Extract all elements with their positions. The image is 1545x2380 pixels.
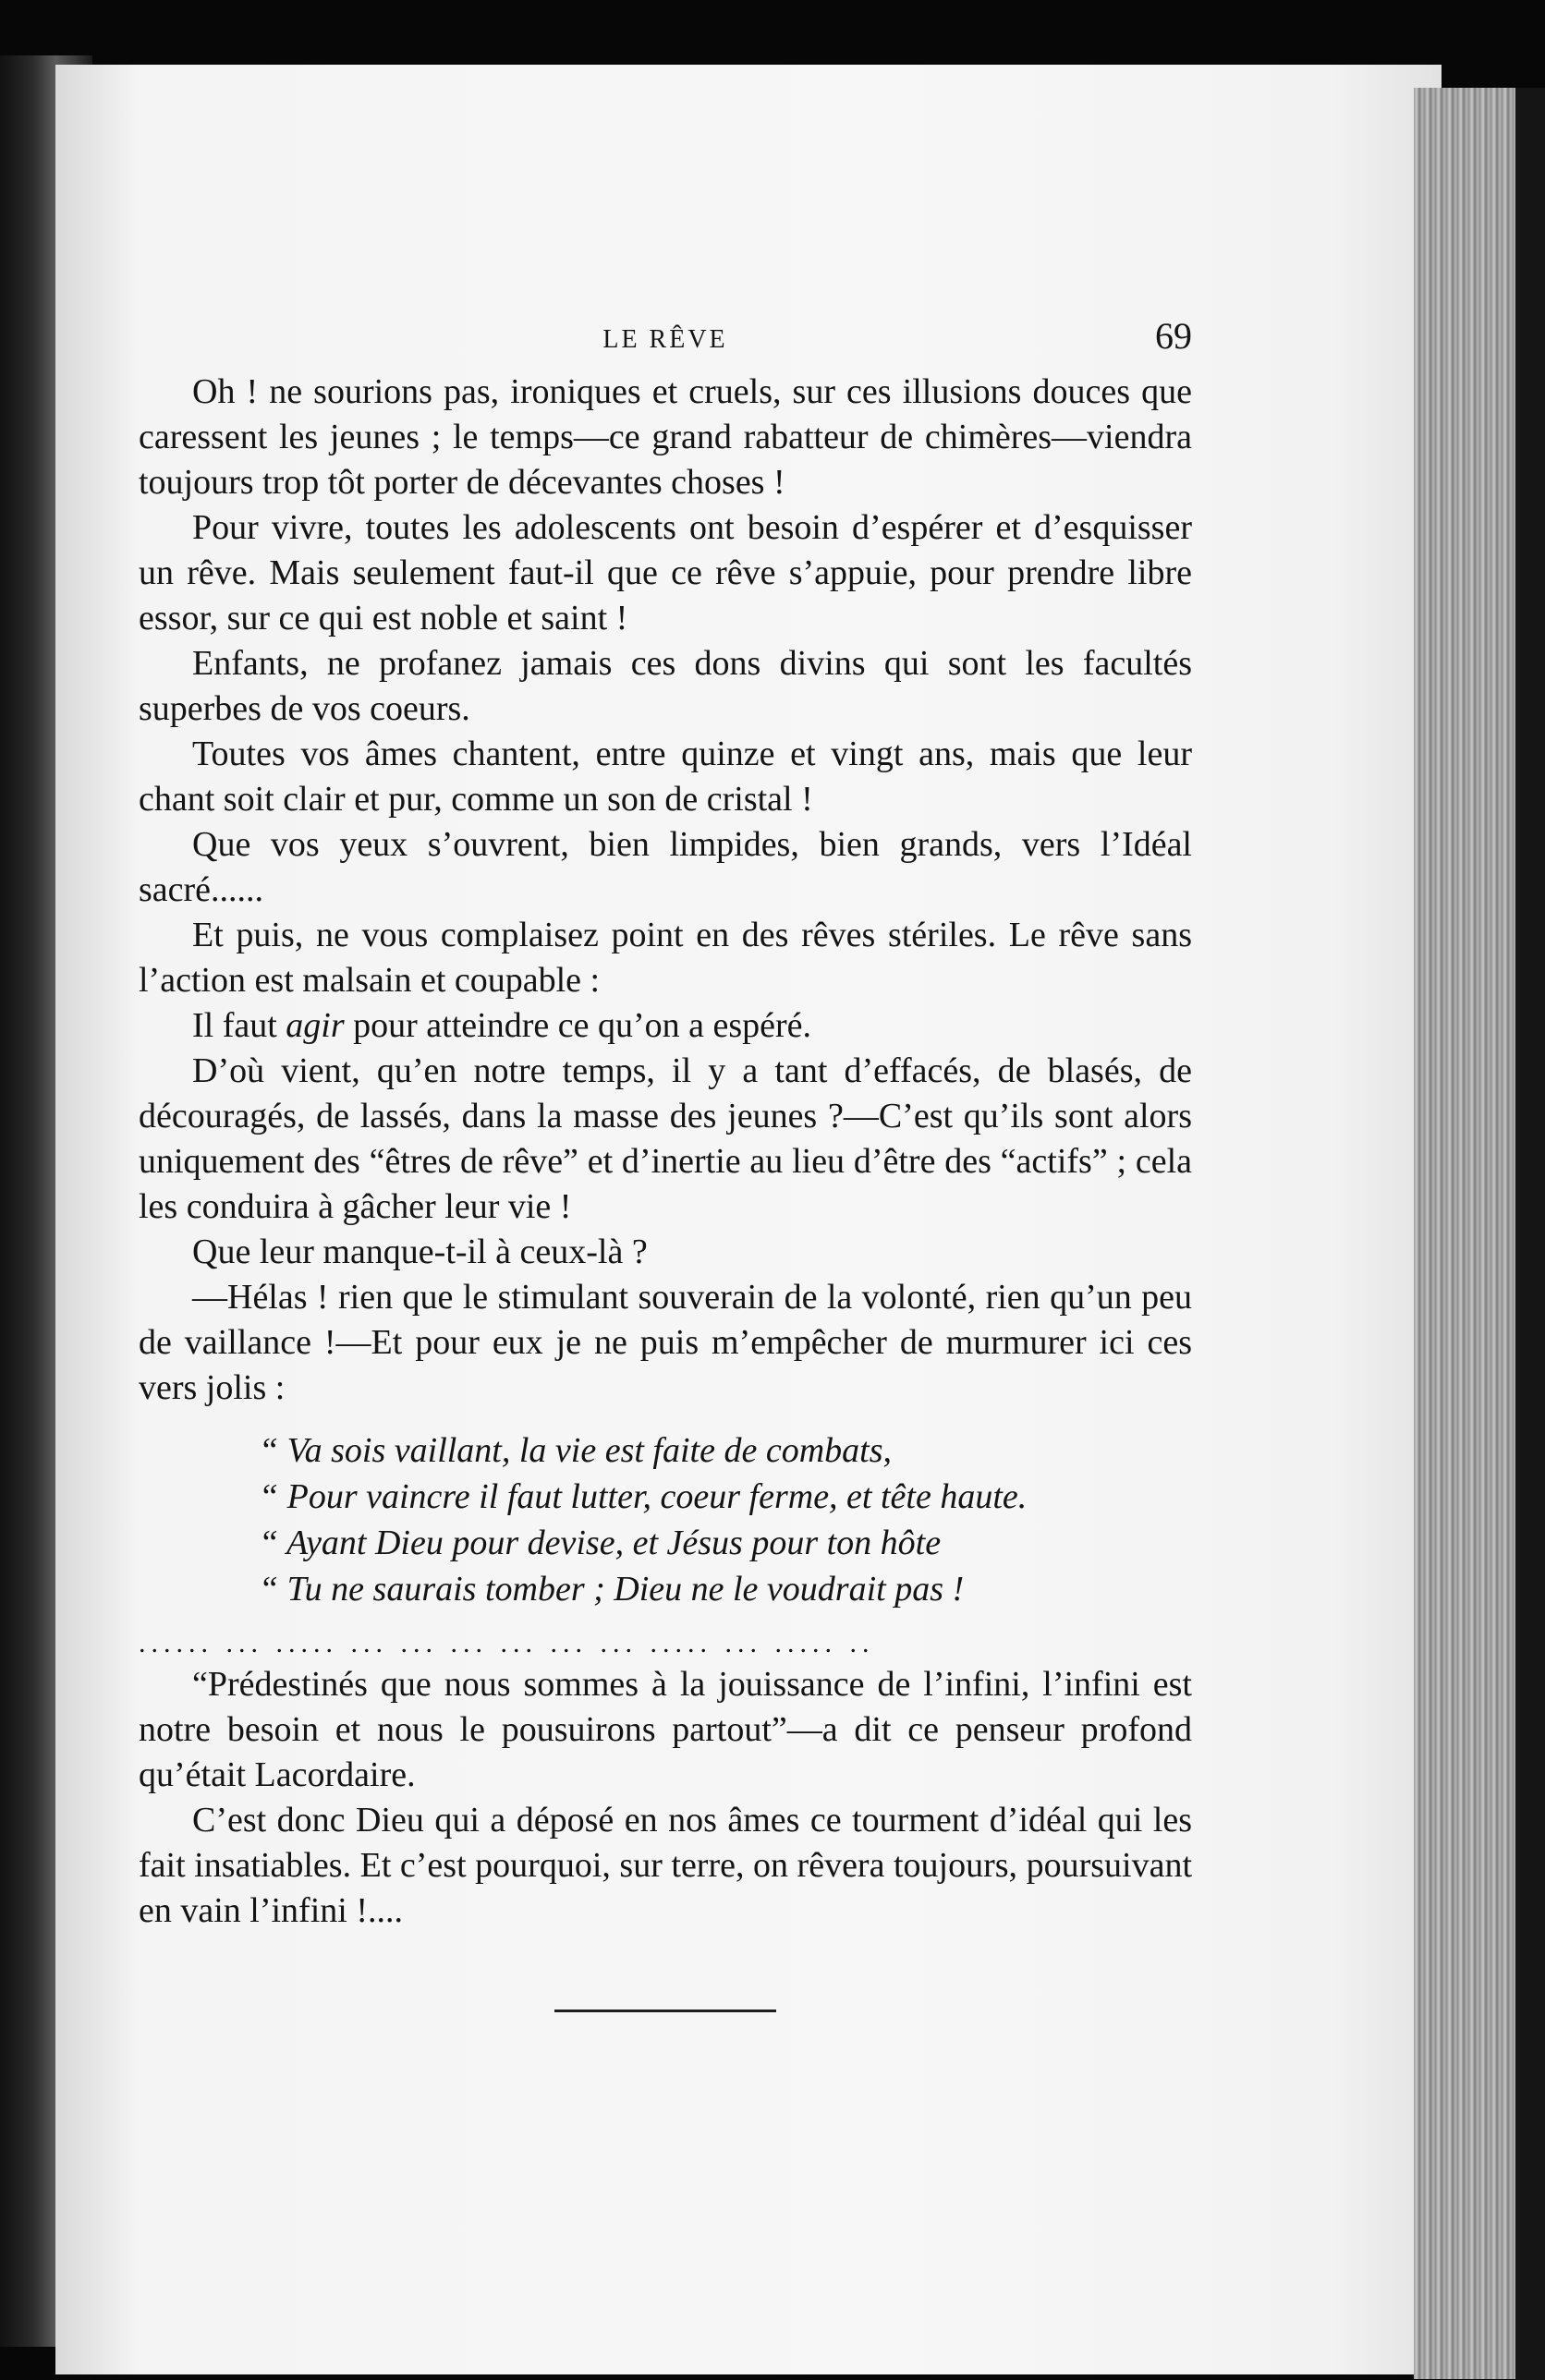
page-number: 69 [1155, 315, 1192, 357]
emphasis-agir: agir [286, 1006, 345, 1045]
verse-line: “ Pour vaincre il faut lutter, coeur ferme, et tête haute. [259, 1477, 1028, 1516]
end-rule [554, 2010, 776, 2012]
text-segment: pour atteindre ce qu’on a espéré. [344, 1006, 812, 1045]
text-segment: Il faut [192, 1006, 286, 1045]
page-content [139, 305, 1192, 2012]
paragraph-agir [139, 1003, 1192, 1049]
verse-quote [139, 1427, 1192, 1612]
paragraph: Et puis, ne vous complaisez point en des rêves stériles. Le rêve sans l’action est malsain et coupable : [139, 916, 1192, 1000]
ellipsis-separator: ...... ... ..... ... ... ... ... ... ... ..... ... ..... .. [139, 1628, 875, 1658]
running-title: LE RÊVE [602, 325, 728, 354]
paragraph: Que vos yeux s’ouvrent, bien limpides, bien grands, vers l’Idéal sacré...... [139, 825, 1192, 909]
page-header [139, 305, 1192, 370]
paragraph: Oh ! ne sourions pas, ironiques et cruels, sur ces illusions douces que caressent les jeunes ; le temps—ce grand rabatteur de chimères—viendra toujours trop tôt porter de décevantes choses ! [139, 372, 1192, 502]
paragraph: Pour vivre, toutes les adolescents ont besoin d’espérer et d’esquisser un rêve. Mais seulement faut-il que ce rêve s’appuie, pour prendre libre essor, sur ce qui est noble et saint ! [139, 508, 1192, 638]
verse-line: “ Ayant Dieu pour devise, et Jésus pour ton hôte [259, 1524, 942, 1562]
page-edges [1414, 88, 1529, 2379]
paragraph: “Prédestinés que nous sommes à la jouissance de l’infini, l’infini est notre besoin et nous le pousuirons partout”—a dit ce penseur profond qu’était Lacordaire. [139, 1665, 1192, 1794]
verse-line: “ Tu ne saurais tomber ; Dieu ne le voudrait pas ! [259, 1570, 965, 1609]
paragraph: Que leur manque-t-il à ceux-là ? [192, 1232, 648, 1271]
paragraph: C’est donc Dieu qui a déposé en nos âmes ce tourment d’idéal qui les fait insatiables. Et c’est pourquoi, sur terre, on rêvera toujours, poursuivant en vain l’infini !.... [139, 1801, 1192, 1930]
paragraph: D’où vient, qu’en notre temps, il y a tant d’effacés, de blasés, de découragés, de lassés, dans la masse des jeunes ?—C’est qu’ils sont alors uniquement des “êtres de rêve” et d’inertie au lieu d’être des “actifs” ; cela les conduira à gâcher leur vie ! [139, 1051, 1192, 1226]
paragraph: Toutes vos âmes chantent, entre quinze et vingt ans, mais que leur chant soit clair et pur, comme un son de cristal ! [139, 735, 1192, 819]
verse-line: “ Va sois vaillant, la vie est faite de combats, [259, 1431, 892, 1470]
paragraph: —Hélas ! rien que le stimulant souverain de la volonté, rien qu’un peu de vaillance !—Et pour eux je ne puis m’empêcher de murmurer ici ces vers jolis : [139, 1278, 1192, 1407]
page-edges-shadow [1515, 88, 1545, 2380]
paragraph: Enfants, ne profanez jamais ces dons divins qui sont les facultés superbes de vos coeurs. [139, 644, 1192, 728]
